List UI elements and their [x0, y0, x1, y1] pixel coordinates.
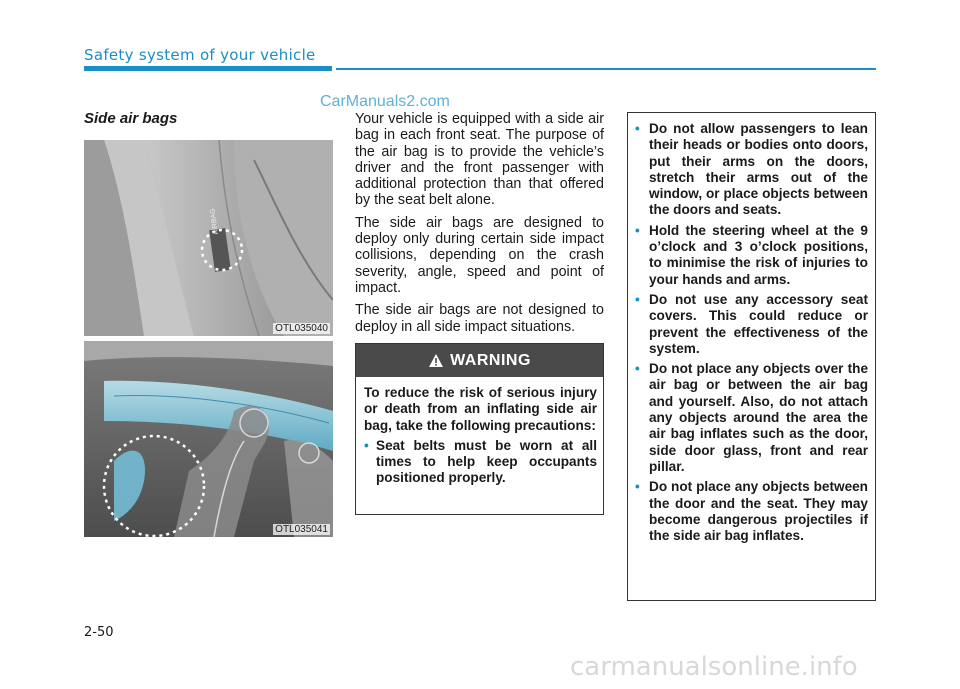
- airbag-label: AIRBAG: [209, 207, 220, 235]
- precaution-text: Hold the steering wheel at the 9 o’clock and 3 o’clock positions, to minimise the risk of injuries to your hands and arms.: [649, 222, 868, 287]
- list-item: [635, 292, 868, 357]
- seat-airbag-illustration: [84, 140, 333, 336]
- list-item: [364, 438, 597, 487]
- image-code: OTL035040: [275, 323, 328, 334]
- warning-bullet-list: [364, 438, 597, 487]
- warning-header: [356, 344, 603, 377]
- bullet-icon: •: [635, 361, 640, 377]
- section-header-title: Safety system of your vehicle: [84, 46, 316, 64]
- seat-illustration-svg: [84, 140, 333, 336]
- precaution-text: Do not place any objects over the air bag or between the air bag and yourself. Also, do not attach any objects around the area the air bag inflates such as the door, side door glass, front and rear pillar.: [649, 361, 868, 474]
- body-paragraph: The side air bags are not designed to deploy in all side impact situations.: [355, 302, 604, 335]
- bullet-icon: •: [364, 437, 369, 453]
- bullet-icon: •: [635, 121, 640, 136]
- list-item: [635, 121, 868, 219]
- deployment-illustration-svg: [84, 341, 333, 537]
- bullet-icon: •: [635, 479, 640, 495]
- warning-box: [355, 343, 604, 515]
- watermark-top: CarManuals2.com: [320, 93, 450, 110]
- bullet-icon: •: [635, 222, 640, 238]
- header-rule-thin: [336, 68, 876, 70]
- warning-bullet-text: Seat belts must be worn at all times to help keep occupants positioned properly.: [376, 437, 597, 486]
- bullet-icon: •: [635, 291, 640, 307]
- page-number: 2-50: [84, 625, 114, 640]
- body-text: [355, 111, 604, 341]
- precaution-text: Do not allow passengers to lean their heads or bodies onto doors, put their arms on the doors, stretch their arms out of the window, or place objects between the doors and seats.: [649, 121, 868, 218]
- section-title: Side air bags: [84, 110, 178, 127]
- warning-intro: To reduce the risk of serious injury or death from an inflating side air bag, take the following precautions:: [364, 385, 597, 433]
- warning-triangle-icon: [428, 353, 444, 368]
- warning-body: [356, 377, 603, 487]
- body-paragraph: The side air bags are designed to deploy only during certain side impact collisions, depending on the crash severity, angle, speed and point of impact.: [355, 214, 604, 296]
- list-item: [635, 479, 868, 544]
- warning-title: WARNING: [450, 351, 531, 369]
- body-paragraph: Your vehicle is equipped with a side air bag in each front seat. The purpose of the air bag is to provide the vehicle’s driver and the front passenger with additional protection than that offered by the seat belt alone.: [355, 111, 604, 209]
- precautions-box: [627, 112, 876, 601]
- header-rule-thick: [84, 66, 332, 71]
- side-airbag-deployment-illustration: [84, 341, 333, 537]
- list-item: [635, 223, 868, 288]
- image-code: OTL035041: [275, 524, 328, 535]
- precautions-list: [635, 121, 868, 544]
- precaution-text: Do not use any accessory seat covers. This could reduce or prevent the effectiveness of the system.: [649, 291, 868, 356]
- precaution-text: Do not place any objects between the door and the seat. They may become dangerous projectiles if the side air bag inflates.: [649, 479, 868, 544]
- watermark-bottom: carmanualsonline.info: [570, 652, 858, 682]
- list-item: [635, 361, 868, 475]
